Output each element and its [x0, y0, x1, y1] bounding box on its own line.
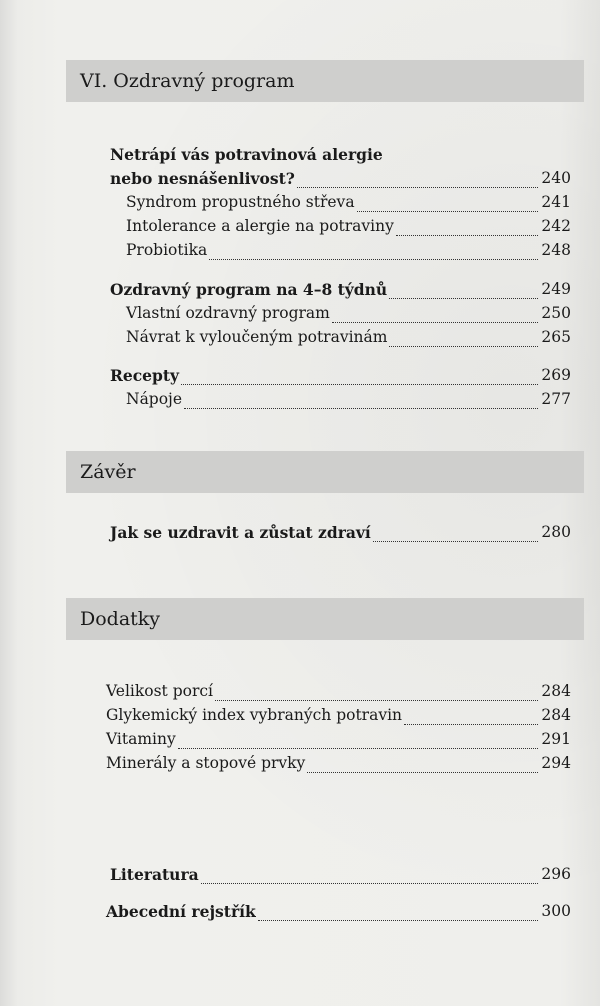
dot-leader: [307, 772, 538, 773]
toc-entry-page: 280: [541, 523, 571, 541]
dot-leader: [181, 384, 538, 385]
toc-entry: [0, 754, 600, 778]
dot-leader: [184, 408, 538, 409]
toc-entry-label: nebo nesnášenlivost?: [110, 169, 295, 188]
toc-entry-page: 241: [541, 193, 571, 211]
toc-entry-page: 296: [541, 865, 571, 883]
toc-entry: [0, 169, 600, 193]
section-heading-text: Dodatky: [80, 608, 161, 630]
toc-entry-label: Ozdravný program na 4–8 týdnů: [110, 280, 388, 299]
toc-entry: [0, 328, 600, 352]
section-heading-zaver: [66, 451, 584, 493]
toc-entry: [0, 366, 600, 390]
toc-entry-label: Velikost porcí: [106, 682, 213, 700]
section-heading-text: VI. Ozdravný program: [80, 70, 295, 92]
toc-entry-page: 248: [541, 241, 571, 259]
toc-entry-label: Nápoje: [126, 390, 183, 408]
toc-entry-label: Vlastní ozdravný program: [126, 304, 330, 322]
dot-leader: [209, 259, 538, 260]
toc-entry: [0, 865, 600, 889]
toc-entry: [0, 682, 600, 706]
toc-entry-label: Literatura: [110, 865, 199, 884]
dot-leader: [396, 235, 539, 236]
toc-entry: [0, 280, 600, 304]
dot-leader: [215, 700, 538, 701]
toc-entry-label: Intolerance a alergie na potraviny: [126, 217, 394, 235]
toc-entry-label: Recepty: [110, 366, 180, 385]
toc-entry-label: Syndrom propustného střeva: [126, 193, 355, 211]
toc-entry-page: 300: [541, 902, 571, 920]
toc-entry: [0, 304, 600, 328]
toc-entry-page: 242: [541, 217, 571, 235]
dot-leader: [178, 748, 539, 749]
toc-entry-page: 249: [541, 280, 571, 298]
toc-entry: [0, 217, 600, 241]
toc-entry: [0, 706, 600, 730]
dot-leader: [404, 724, 538, 725]
toc-entry-page: 291: [541, 730, 571, 748]
toc-entry-page: 269: [541, 366, 571, 384]
dot-leader: [389, 346, 538, 347]
toc-entry-page: 240: [541, 169, 571, 187]
section-heading-ozdravny-program: [66, 60, 584, 102]
toc-entry: [0, 902, 600, 926]
toc-entry: [0, 523, 600, 547]
toc-entry-label: Glykemický index vybraných potravin: [106, 706, 403, 724]
dot-leader: [297, 187, 539, 188]
section-heading-dodatky: [66, 598, 584, 640]
toc-entry-page: 284: [541, 682, 571, 700]
toc-entry-label: Netrápí vás potravinová alergie: [110, 145, 383, 164]
toc-entry: [0, 193, 600, 217]
dot-leader: [373, 541, 539, 542]
toc-entry-label: Návrat k vyloučeným potravinám: [126, 328, 388, 346]
dot-leader: [332, 322, 539, 323]
section-heading-text: Závěr: [80, 461, 136, 483]
dot-leader: [357, 211, 539, 212]
toc-entry-page: 294: [541, 754, 571, 772]
toc-entry-label: Vitaminy: [106, 730, 176, 748]
toc-entry-label: Minerály a stopové prvky: [106, 754, 306, 772]
toc-entry-page: 277: [541, 390, 571, 408]
toc-entry-page: 250: [541, 304, 571, 322]
toc-entry: [0, 390, 600, 414]
toc-entry-page: 284: [541, 706, 571, 724]
dot-leader: [258, 920, 539, 921]
dot-leader: [201, 883, 539, 884]
toc-entry-label: Abecední rejstřík: [106, 902, 256, 921]
toc-entry: [0, 241, 600, 265]
toc-entry: [0, 730, 600, 754]
toc-entry-label: Jak se uzdravit a zůstat zdraví: [110, 523, 371, 542]
toc-entry-page: 265: [541, 328, 571, 346]
dot-leader: [389, 298, 538, 299]
toc-entry-label: Probiotika: [126, 241, 208, 259]
toc-entry-label-line1: [0, 145, 600, 169]
